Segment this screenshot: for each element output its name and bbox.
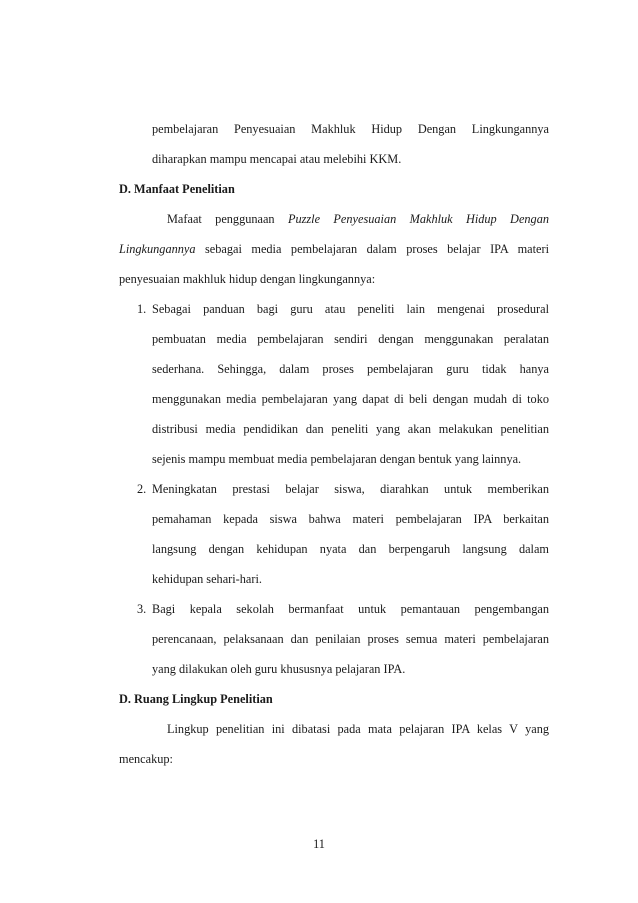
- manfaat-para-l2-b: sebagai media pembelajaran dalam proses belajar IPA materi: [195, 242, 549, 256]
- manfaat-para-line-3: penyesuaian makhluk hidup dengan lingkungannya:: [119, 272, 376, 286]
- list-item-number: 1.: [137, 302, 147, 316]
- intro-line-1: pembelajaran Penyesuaian Makhluk Hidup Dengan Lingkungannya: [152, 122, 549, 136]
- list-item-1-line-1: Sebagai panduan bagi guru atau peneliti lain mengenai prosedural: [152, 302, 549, 316]
- intro-line-2: diharapkan mampu mencapai atau melebihi KKM.: [152, 152, 402, 166]
- list-item-1-line-6: sejenis mampu membuat media pembelajaran dengan bentuk yang lainnya.: [152, 452, 522, 466]
- list-item-1-line-4: menggunakan media pembelajaran yang dapat di beli dengan mudah di toko: [152, 392, 549, 406]
- list-item-2-line-1: Meningkatan prestasi belajar siswa, diarahkan untuk memberikan: [152, 482, 549, 496]
- list-item-3-line-2: perencanaan, pelaksanaan dan penilaian proses semua materi pembelajaran: [152, 632, 549, 646]
- list-item-3-line-1: Bagi kepala sekolah bermanfaat untuk pemantauan pengembangan: [152, 602, 549, 616]
- page-number: 11: [313, 837, 325, 851]
- list-item-1-line-5: distribusi media pendidikan dan peneliti yang akan melakukan penelitian: [152, 422, 549, 436]
- list-item-3-line-3: yang dilakukan oleh guru khususnya pelajaran IPA.: [152, 662, 406, 676]
- ruang-para-line-1: Lingkup penelitian ini dibatasi pada mata pelajaran IPA kelas V yang: [167, 722, 549, 736]
- list-item-2-line-2: pemahaman kepada siswa bahwa materi pembelajaran IPA berkaitan: [152, 512, 549, 526]
- list-item-1-line-3: sederhana. Sehingga, dalam proses pembelajaran guru tidak hanya: [152, 362, 549, 376]
- manfaat-para-l1-italic: Puzzle Penyesuaian Makhluk Hidup Dengan: [287, 212, 549, 226]
- list-item-1-line-2: pembuatan media pembelajaran sendiri dengan menggunakan peralatan: [152, 332, 549, 346]
- manfaat-para-line-1: [167, 211, 549, 227]
- list-item-number: 3.: [137, 602, 147, 616]
- list-item-number: 2.: [137, 482, 147, 496]
- section-heading-manfaat: D. Manfaat Penelitian: [119, 182, 235, 196]
- section-heading-ruang-lingkup: D. Ruang Lingkup Penelitian: [119, 692, 273, 706]
- manfaat-para-l1-a: Mafaat penggunaan: [167, 212, 288, 226]
- list-item-2-line-4: kehidupan sehari-hari.: [152, 572, 262, 586]
- ruang-para-line-2: mencakup:: [119, 752, 173, 766]
- manfaat-para-line-2: [119, 241, 549, 257]
- manfaat-para-l2-italic: Lingkungannya: [119, 242, 196, 256]
- list-item-2-line-3: langsung dengan kehidupan nyata dan berpengaruh langsung dalam: [152, 542, 549, 556]
